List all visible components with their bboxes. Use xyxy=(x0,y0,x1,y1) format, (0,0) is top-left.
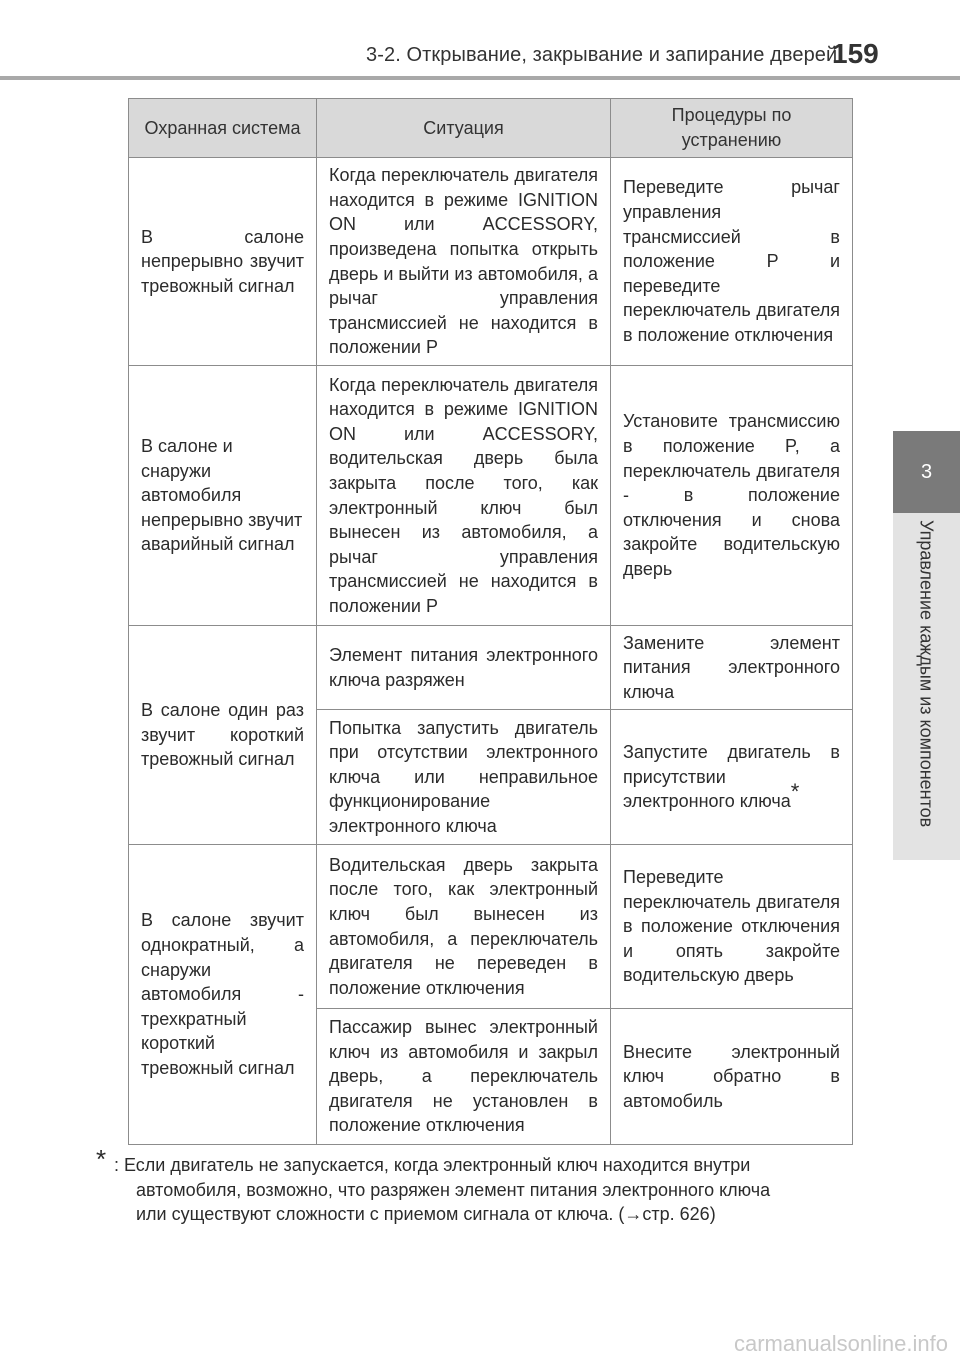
footnote-page-link[interactable]: или существуют сложности с приемом сигнала от ключа. (→стр. 626) xyxy=(136,1204,716,1224)
procedure-cell: Переведите переключатель двигателя в положение отключения и опять закройте водительскую дверь xyxy=(611,845,853,1009)
footnote-reference-mark: * xyxy=(790,779,800,805)
situation-cell: Пассажир вынес электронный ключ из автомобиля и закрыл дверь, а переключатель двигателя не установлен в положение отключения xyxy=(317,1009,611,1145)
situation-cell: Когда переключатель двигателя находится в режиме IGNITION ON или ACCESSORY, водительская дверь была закрыта после того, как электронный ключ был вынесен из автомобиля, а рычаг управления трансмиссией не находится в положении P xyxy=(317,366,611,626)
section-title: 3-2. Открывание, закрывание и запирание дверей xyxy=(366,44,838,66)
footnote xyxy=(96,1144,840,1227)
column-header: Процедуры по устранению xyxy=(611,99,853,158)
table-row xyxy=(129,845,853,1009)
table-row xyxy=(129,626,853,710)
situation-cell: Попытка запустить двигатель при отсутствии электронного ключа или неправильное функционирование электронного ключа xyxy=(317,710,611,845)
alarm-table xyxy=(128,98,853,1145)
table-row xyxy=(129,366,853,626)
footnote-mark: * xyxy=(96,1144,107,1174)
column-header: Ситуация xyxy=(317,99,611,158)
footnote-body xyxy=(114,1153,840,1227)
situation-cell: Элемент питания электронного ключа разряжен xyxy=(317,626,611,710)
system-cell: В салоне один раз звучит короткий тревожный сигнал xyxy=(129,626,317,845)
procedure-cell: Замените элемент питания электронного ключа xyxy=(611,626,853,710)
procedure-cell: Внесите электронный ключ обратно в автомобиль xyxy=(611,1009,853,1145)
footnote-line: : Если двигатель не запускается, когда электронный ключ находится внутри xyxy=(114,1155,751,1175)
procedure-cell: Переведите рычаг управления трансмиссией в положение P и переведите переключатель двигателя в положение отключения xyxy=(611,158,853,366)
page-number: 159 xyxy=(832,38,879,69)
procedure-cell: Установите трансмиссию в положение P, а переключатель двигателя - в положение отключения и снова закройте водительскую дверь xyxy=(611,366,853,626)
procedure-cell xyxy=(611,710,853,845)
situation-cell: Когда переключатель двигателя находится в режиме IGNITION ON или ACCESSORY, произведена попытка открыть дверь и выйти из автомобиля, а рычаг управления трансмиссией не находится в положении P xyxy=(317,158,611,366)
situation-cell: Водительская дверь закрыта после того, как электронный ключ был вынесен из автомобиля, а переключатель двигателя не переведен в положение отключения xyxy=(317,845,611,1009)
procedure-text: Запустите двигатель в присутствии электронного ключа xyxy=(623,742,840,812)
header-rule xyxy=(0,76,960,80)
system-cell: В салоне звучит однократный, а снаружи автомобиля - трехкратный короткий тревожный сигнал xyxy=(129,845,317,1145)
column-header: Охранная система xyxy=(129,99,317,158)
watermark: carmanualsonline.info xyxy=(733,1331,948,1356)
chapter-number: 3 xyxy=(920,460,933,483)
system-cell: В салоне непрерывно звучит тревожный сигнал xyxy=(129,158,317,366)
chapter-title: Управление каждым из компонентов xyxy=(916,520,937,828)
system-cell: В салоне и снаружи автомобиля непрерывно звучит аварийный сигнал xyxy=(129,366,317,626)
footnote-line: автомобиля, возможно, что разряжен элемент питания электронного ключа xyxy=(136,1179,771,1200)
chapter-tab[interactable] xyxy=(893,431,960,513)
table-header-row xyxy=(129,99,853,158)
table-row xyxy=(129,158,853,366)
